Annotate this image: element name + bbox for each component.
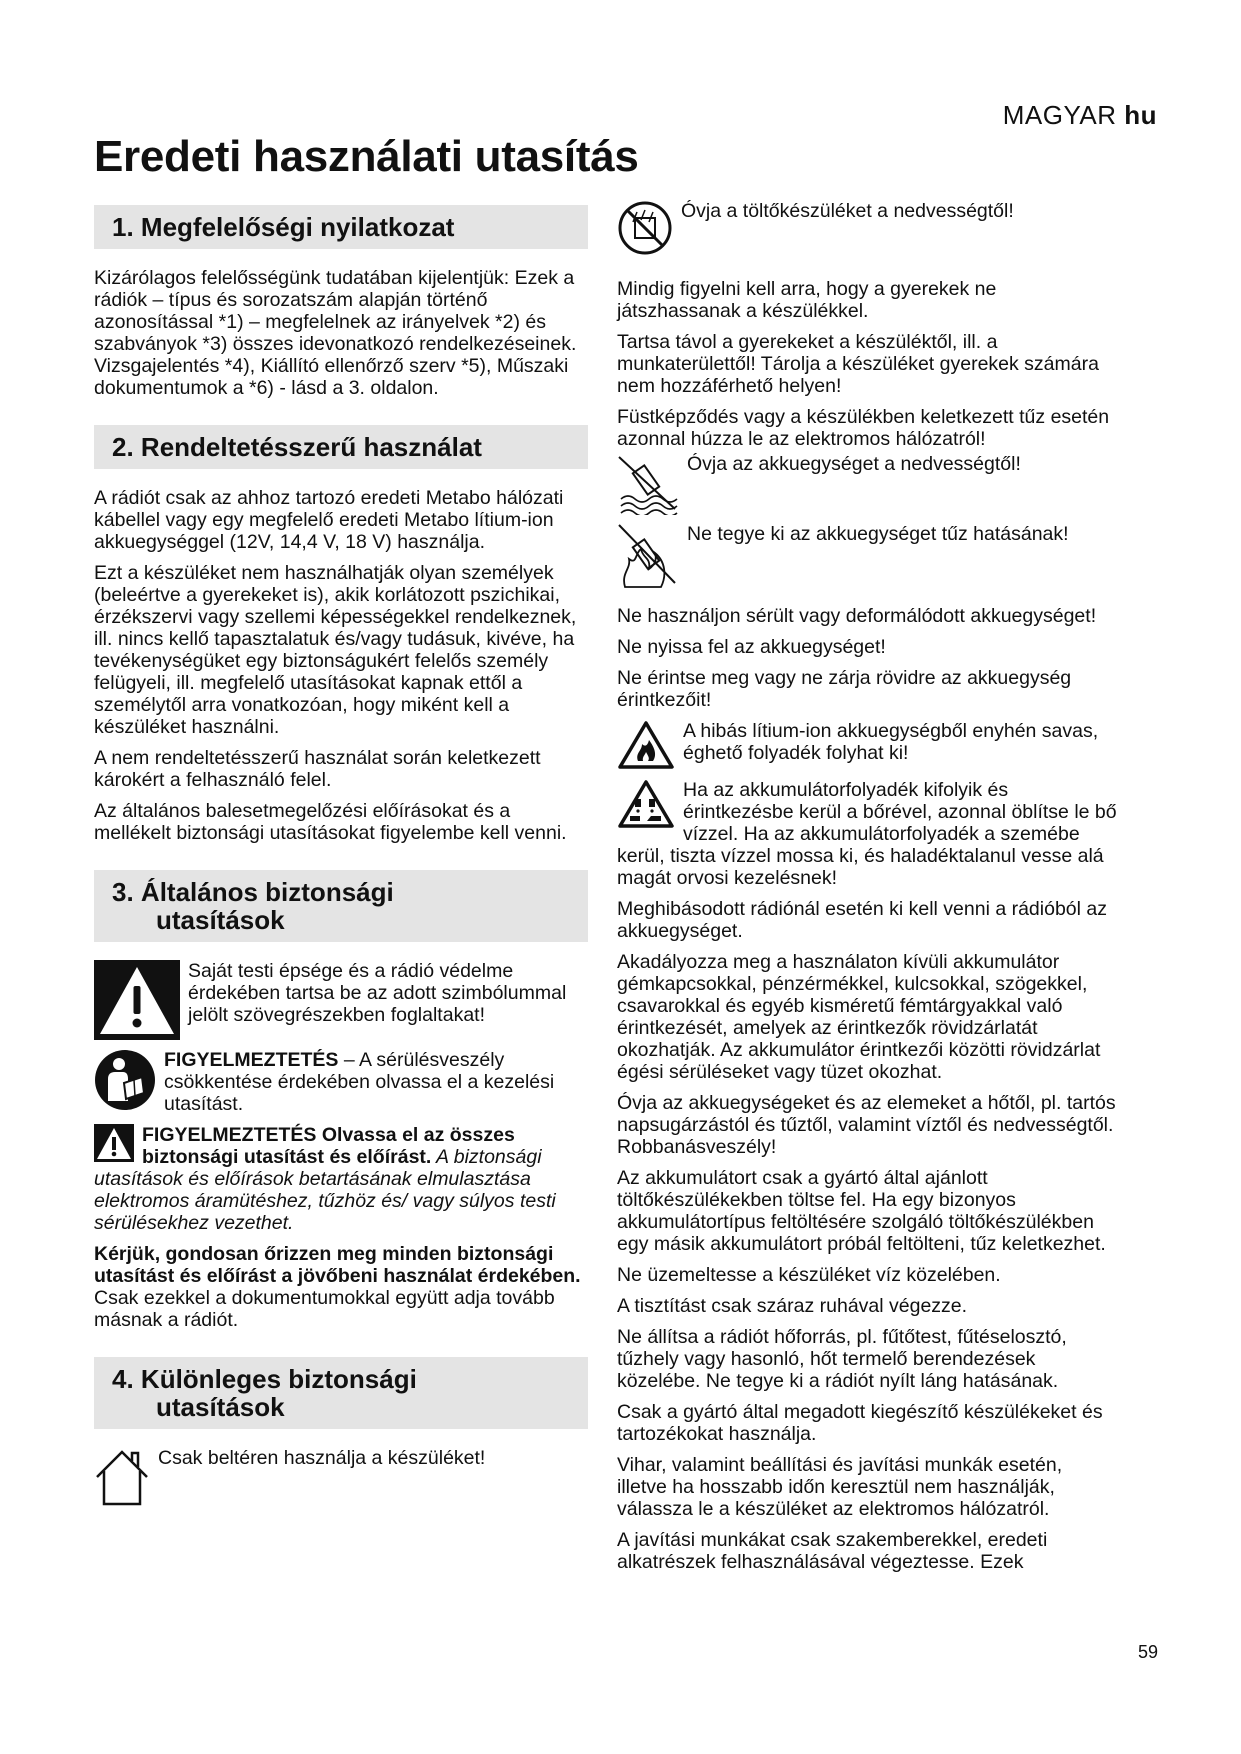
- indoor-use-text: Csak beltéren használja a készüléket!: [158, 1447, 486, 1469]
- warning-read-all-italic: A biztonsági utasítások és előírások betartásának elmulasztása elektromos áramütéshez, tűzhöz és/ vagy súlyos testi sérülésekhez vezethet.: [94, 1146, 556, 1234]
- section-2-paragraph-1: A rádiót csak az ahhoz tartozó eredeti Metabo hálózati kábellel vagy egy megfelelő eredeti Metabo lítium-ion akkuegységgel (12V, 14,4 V, 18 V) használja.: [94, 487, 564, 553]
- section-3-heading: [94, 870, 588, 942]
- right-paragraph-18: A javítási munkákat csak szakemberekkel, eredeti alkatrészek felhasználásával végeztesse. Ezek: [617, 1529, 1048, 1573]
- battery-fluid-note: [617, 779, 1117, 889]
- right-paragraph-6: Ne érintse meg vagy ne zárja rövidre az akkuegység érintkezőit!: [617, 667, 1072, 711]
- right-paragraph-17: Vihar, valamint beállítási és javítási munkák esetén, illetve ha hosszabb időn keresztül nem használják, válassza le a készüléket az elektromos hálózatról.: [617, 1454, 1063, 1520]
- section-3-title-line-2: utasítások: [156, 905, 285, 935]
- right-paragraph-2: Tartsa távol a gyerekeket a készüléktől, ill. a munkaterülettől! Tárolja a készüléket gyerekek számára nem hozzáférhető helyen!: [617, 331, 1099, 397]
- section-3-title-line-1: Általános biztonsági: [140, 877, 394, 907]
- house-icon: [94, 1447, 150, 1507]
- left-column: [94, 205, 588, 1516]
- corrosive-warning-icon: [617, 779, 675, 829]
- right-paragraph-1: Mindig figyelni kell arra, hogy a gyerekek ne játszhassanak a készülékkel.: [617, 278, 997, 322]
- warning-label-1: FIGYELMEZTETÉS: [164, 1049, 339, 1071]
- section-4-heading: [94, 1357, 588, 1429]
- section-3-number: 3.: [112, 877, 134, 907]
- language-code: hu: [1124, 100, 1157, 130]
- keep-instructions: [94, 1243, 588, 1331]
- warning-read-all: [94, 1124, 588, 1234]
- language-name: MAGYAR: [1002, 100, 1117, 130]
- section-1-title: Megfelelőségi nyilatkozat: [140, 212, 455, 242]
- right-paragraph-14: A tisztítást csak száraz ruhával végezze.: [617, 1295, 968, 1317]
- warning-triangle-large-icon: [94, 960, 180, 1040]
- right-paragraph-5: Ne nyissa fel az akkuegységet!: [617, 636, 886, 658]
- right-paragraph-16: Csak a gyártó által megadott kiegészítő készülékeket és tartozékokat használja.: [617, 1401, 1103, 1445]
- flammable-liquid-text: A hibás lítium-ion akkuegységből enyhén savas, éghető folyadék folyhat ki!: [683, 720, 1099, 764]
- section-4-title-line-2: utasítások: [156, 1392, 285, 1422]
- right-paragraph-10: Akadályozza meg a használaton kívüli akkumulátor gémkapcsokkal, pénzérmékkel, kulcsokkal, szögekkel, csavarokkal és egyéb kisméretű fémtárgyakkal való érintkezését, amelyek az érintkezők rövidzárlatát okozhatják. Az akkumulátor érintkezői közötti rövidzárlat égési sérüléseket vagy tüzet okozhat.: [617, 951, 1101, 1083]
- right-paragraph-15: Ne állítsa a rádiót hőforrás, pl. fűtőtest, fűtéselosztó, tűzhely vagy hasonló, hőt termelő berendezések közelébe. Ne tegye ki a rádiót nyílt láng hatásának.: [617, 1326, 1067, 1392]
- section-4-number: 4.: [112, 1364, 134, 1394]
- document-title: Eredeti használati utasítás: [94, 132, 639, 181]
- right-paragraph-13: Ne üzemeltesse a készüléket víz közelében.: [617, 1264, 1001, 1286]
- flammable-warning-icon: [617, 720, 675, 770]
- language-label: [1003, 100, 1157, 131]
- section-2-number: 2.: [112, 432, 134, 462]
- warning-read-all-bold: FIGYELMEZTETÉS Olvassa el az összes biztonsági utasítást és előírást.: [142, 1124, 515, 1168]
- battery-no-fire-icon: [617, 523, 679, 589]
- right-paragraph-4: Ne használjon sérült vagy deformálódott akkuegységet!: [617, 605, 1097, 627]
- battery-moisture-note: [617, 453, 1117, 515]
- symbol-note-text: Saját testi épsége és a rádió védelme érdekében tartsa be az adott szimbólummal jelölt szövegrészekben foglaltakat!: [188, 960, 567, 1026]
- battery-no-water-icon: [617, 453, 679, 515]
- keep-instructions-text: Csak ezekkel a dokumentumokkal együtt adja tovább másnak a rádiót.: [94, 1287, 555, 1331]
- right-column: [617, 200, 1117, 1582]
- symbol-note: [94, 960, 588, 1040]
- keep-instructions-bold: Kérjük, gondosan őrizzen meg minden biztonsági utasítást és előírást a jövőbeni használat érdekében.: [94, 1243, 581, 1287]
- right-paragraph-9: Meghibásodott rádiónál esetén ki kell venni a rádióból az akkuegységet.: [617, 898, 1107, 942]
- section-2-heading: [94, 425, 588, 469]
- warning-text-1: – A sérülésveszély csökkentése érdekében olvassa el a kezelési utasítást.: [164, 1049, 555, 1115]
- indoor-use-note: [94, 1447, 588, 1507]
- no-moisture-charger-icon: [617, 200, 673, 256]
- section-2-paragraph-2: Ezt a készüléket nem használhatják olyan személyek (beleértve a gyerekeket is), akik korlátozott pszichikai, érzékszervi vagy szellemi képességekkel rendelkeznek, ill. nincs kellő tapasztalatuk és/vagy tudásuk, kivéve, ha tevékenységüket egy biztonságukért felelős személy felügyeli, ill. megfelelő utasításokat kapnak ettől a személytől arra vonatkozóan, hogy miként kell a készüléket használni.: [94, 562, 577, 738]
- section-1-number: 1.: [112, 212, 134, 242]
- section-2-paragraph-3: A nem rendeltetésszerű használat során keletkezett károkért a felhasználó felel.: [94, 747, 541, 791]
- right-paragraph-12: Az akkumulátort csak a gyártó által ajánlott töltőkészülékekben töltse fel. Ha egy bizonyos akkumulátortípus feltöltésére szolgáló töltőkészülékben egy másik akkumulátort próbál feltölteni, tűz keletkezhet.: [617, 1167, 1106, 1255]
- right-paragraph-3: Füstképződés vagy a készülékben keletkezett tűz esetén azonnal húzza le az elektromos hálózatról!: [617, 406, 1110, 450]
- charger-moisture-text: Óvja a töltőkészüléket a nedvességtől!: [681, 200, 1014, 222]
- page-number: 59: [1138, 1642, 1159, 1662]
- section-2-title: Rendeltetésszerű használat: [140, 432, 482, 462]
- battery-fire-note: [617, 523, 1117, 589]
- section-1-heading: [94, 205, 588, 249]
- flammable-liquid-note: [617, 720, 1117, 770]
- battery-fire-text: Ne tegye ki az akkuegységet tűz hatásának!: [687, 523, 1069, 545]
- section-4-title-line-1: Különleges biztonsági: [140, 1364, 417, 1394]
- section-1-body: Kizárólagos felelősségünk tudatában kijelentjük: Ezek a rádiók – típus és sorozatszám alapján történő azonosítással *1) – megfelelnek az irányelvek *2) és szabványok *3) összes idevonatkozó rendelkezéseinek. Vizsgajelentés *4), Kiállító ellenőrző szerv *5), Műszaki dokumentumok a *6) - lásd a 3. oldalon.: [94, 267, 577, 399]
- read-manual-warning: [94, 1049, 588, 1115]
- right-paragraph-11: Óvja az akkuegységeket és az elemeket a hőtől, pl. tartós napsugárzástól és tűztől, valamint víztől és nedvességtől. Robbanásveszély!: [617, 1092, 1116, 1158]
- warning-triangle-small-icon: [94, 1124, 134, 1162]
- section-2-paragraph-4: Az általános balesetmegelőzési előírásokat és a mellékelt biztonsági utasításokat figyelembe kell venni.: [94, 800, 567, 844]
- battery-fluid-text: Ha az akkumulátorfolyadék kifolyik és érintkezésbe kerül a bőrével, azonnal öblítse le bő vízzel. Ha az akkumulátorfolyadék a szemébe kerül, tiszta vízzel mossa ki, és haladéktalanul vesse alá magát orvosi kezelésnek!: [617, 779, 1117, 889]
- charger-moisture-note: [617, 200, 1117, 256]
- read-manual-icon: [94, 1049, 156, 1111]
- battery-moisture-text: Óvja az akkuegységet a nedvességtől!: [687, 453, 1021, 475]
